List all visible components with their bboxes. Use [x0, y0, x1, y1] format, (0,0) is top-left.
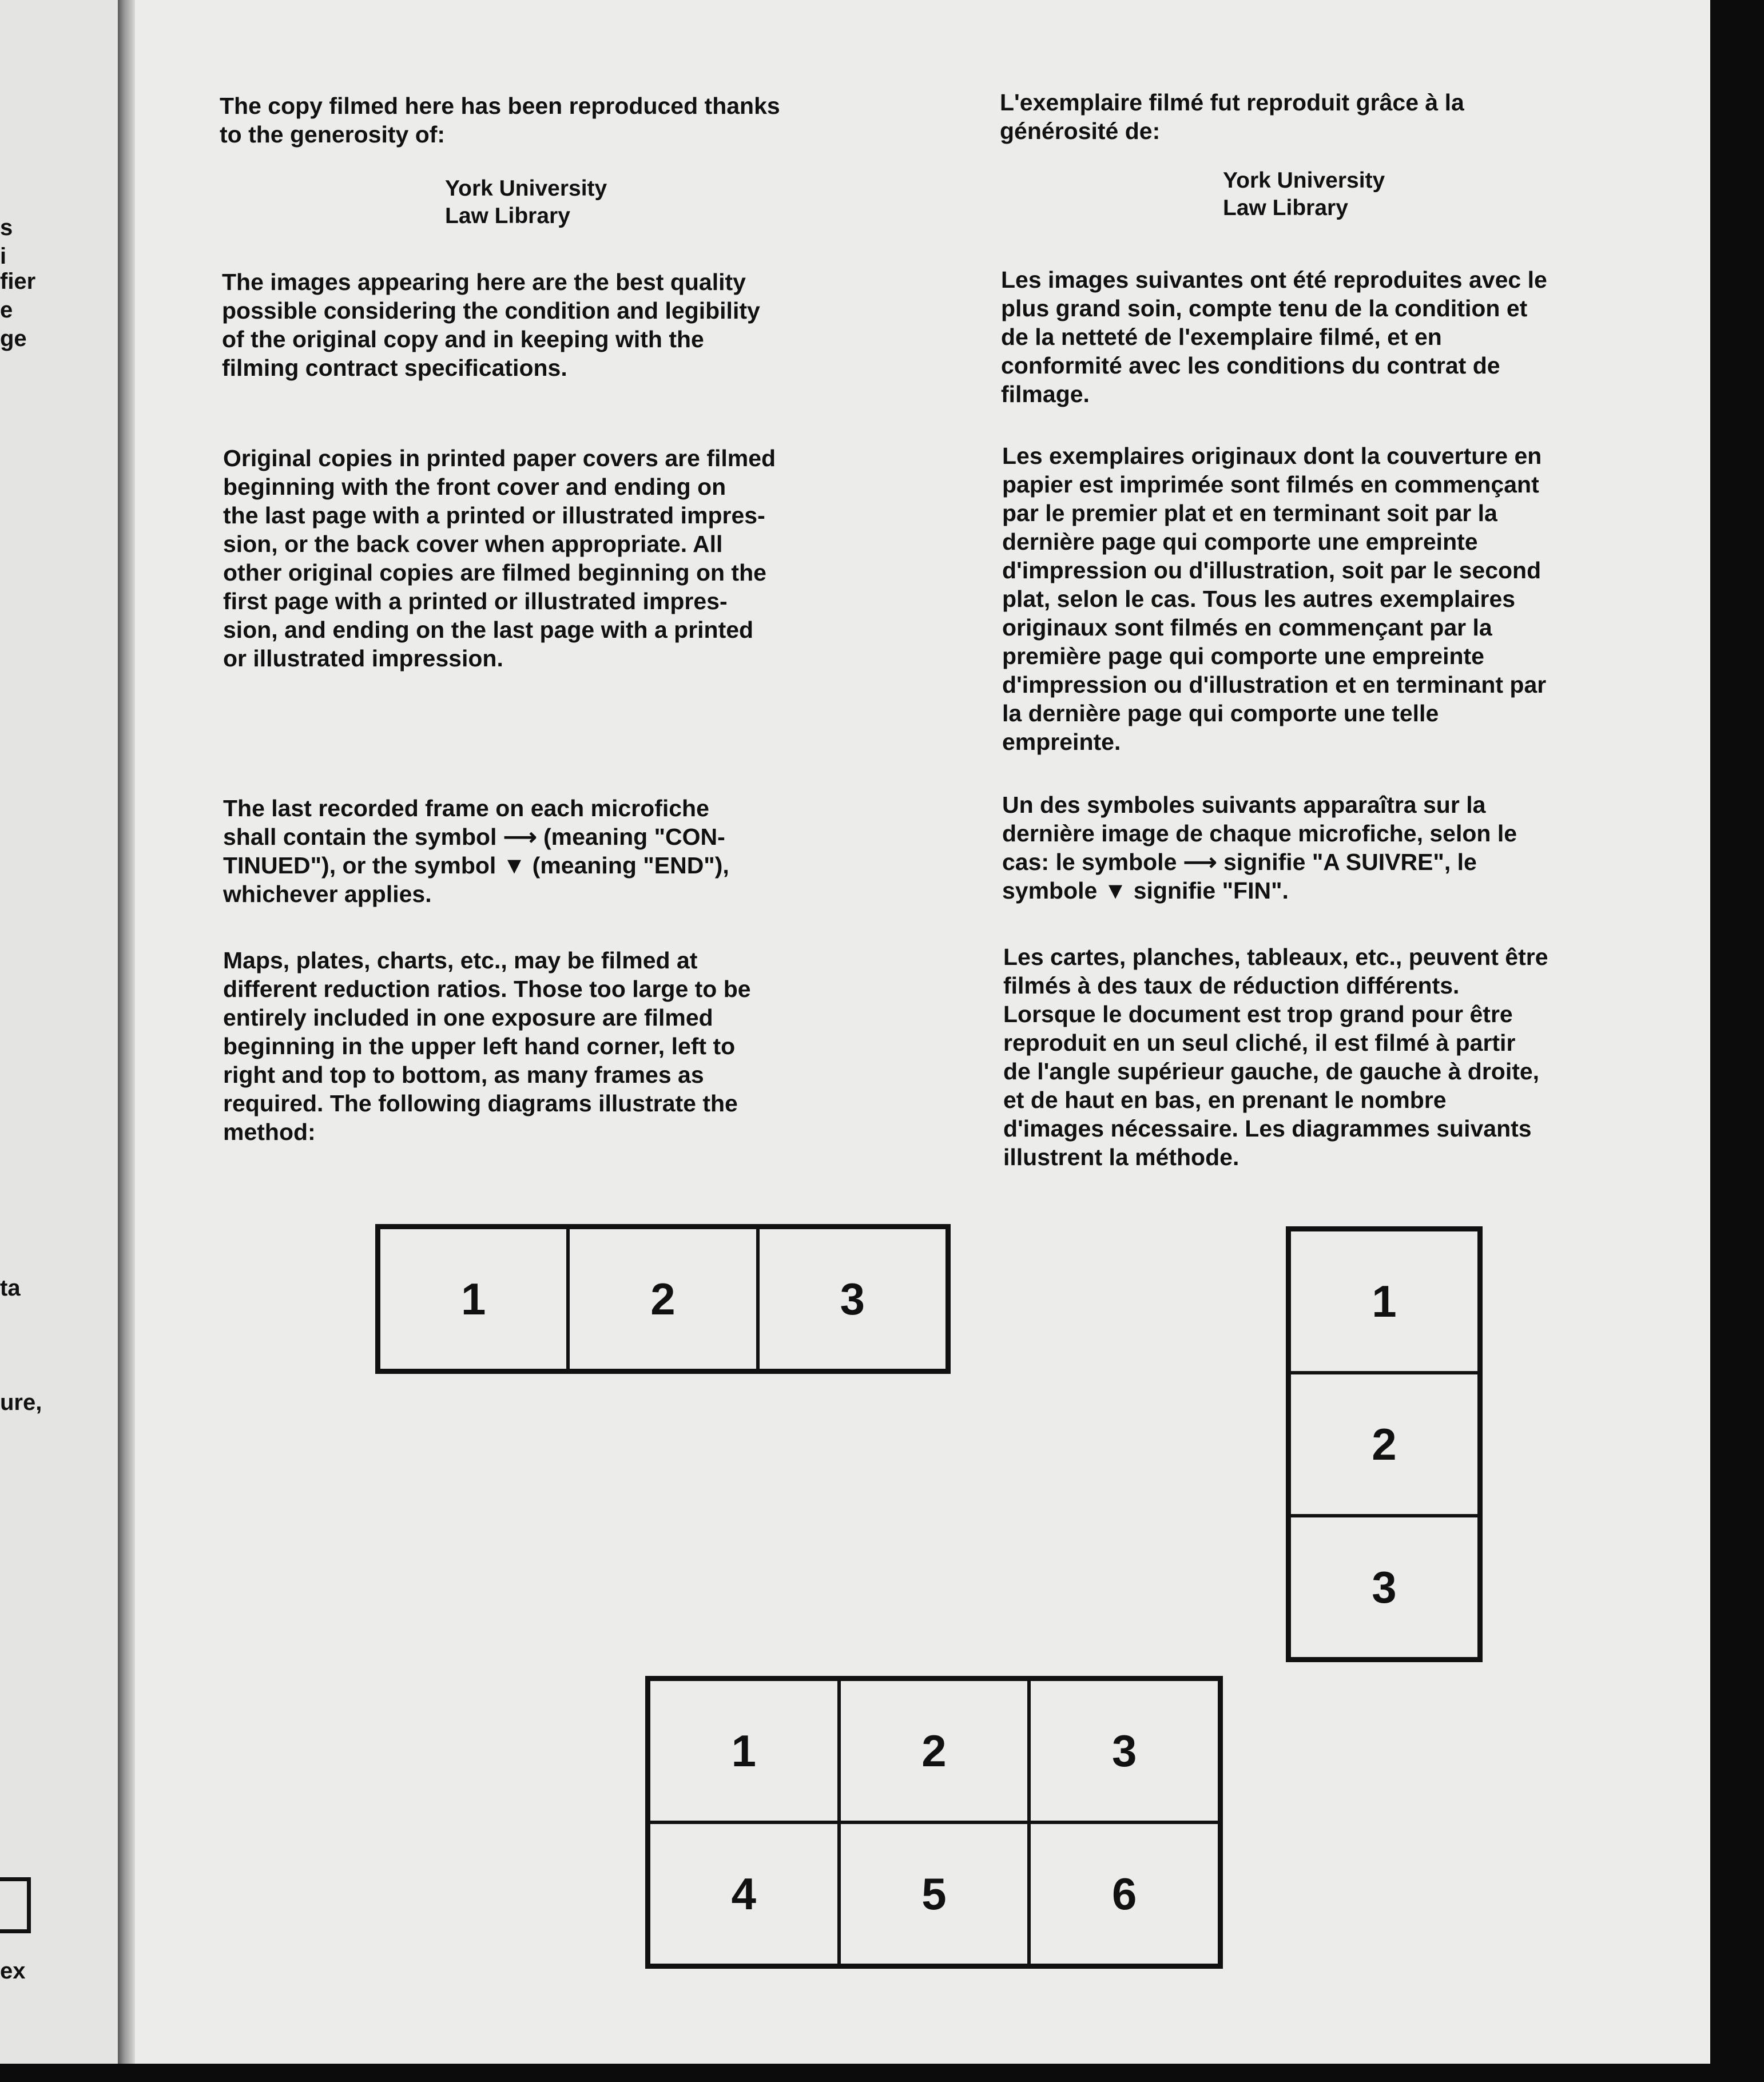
french-originals-paragraph: Les exemplaires originaux dont la couverture en papier est imprimée sont filmés en commençant par le premier plat et en terminant soit par la dernière page qui comporte une empreinte d'impression ou d'illustration, soit par le second plat, selon le cas. Tous les autres exemplaires originaux sont filmés en commençant par la première page qui comporte une empreinte d'impression ou d'illustration et en terminant par la dernière page qui comporte une telle empreinte.	[1002, 443, 1547, 755]
frame-cell: 1	[649, 1679, 839, 1822]
diagram-vertical	[1286, 1226, 1483, 1662]
french-symbols-paragraph: Un des symboles suivants apparaîtra sur la dernière image de chaque microfiche, selon le cas: le symbole ⟶ signifie "A SUIVRE", le symbole ▼ signifie "FIN".	[1002, 792, 1517, 904]
edge-fragment: e	[0, 297, 13, 323]
english-quality-paragraph: The images appearing here are the best quality possible considering the condition and legibility of the original copy and in keeping with the filming contract specifications.	[222, 269, 760, 381]
edge-fragment: ure,	[0, 1390, 42, 1415]
english-intro: The copy filmed here has been reproduced thanks to the generosity of:	[220, 93, 780, 148]
english-maps-paragraph: Maps, plates, charts, etc., may be filmed at different reduction ratios. Those too large to be entirely included in one exposure are filmed beginning in the upper left hand corner, left to right and top to bottom, as many frames as required. The following diagrams illustrate the method:	[223, 947, 751, 1145]
frame-cell: 5	[839, 1822, 1030, 1965]
english-originals-paragraph: Original copies in printed paper covers are filmed beginning with the front cover and ending on the last page with a printed or illustrated impres- sion, or the back cover when appropriate. All other original copies are filmed beginning on the first page with a printed or illustrated impres- sion, and ending on the last page with a printed or illustrated impression.	[223, 445, 776, 672]
previous-page-edge	[0, 0, 122, 2064]
edge-fragment: ta	[0, 1276, 21, 1301]
french-quality-paragraph: Les images suivantes ont été reproduites avec le plus grand soin, compte tenu de la condition et de la netteté de l'exemplaire filmé, et en conformité avec les conditions du contrat de filmage.	[1001, 267, 1547, 407]
frame-cell: 3	[1029, 1679, 1219, 1822]
edge-fragment: fier	[0, 269, 36, 294]
frame-cell: 2	[1289, 1373, 1479, 1516]
frame-cell: 2	[568, 1227, 757, 1370]
frame-cell: 1	[1289, 1230, 1479, 1373]
english-symbols-paragraph: The last recorded frame on each microfiche shall contain the symbol ⟶ (meaning "CON- TINUED"), or the symbol ▼ (meaning "END"), whichever applies.	[223, 795, 729, 907]
frame-cell: 1	[379, 1227, 568, 1370]
film-border-bottom	[0, 2064, 1764, 2082]
edge-fragment: i	[0, 244, 7, 269]
frame-cell: 6	[1029, 1822, 1219, 1965]
french-maps-paragraph: Les cartes, planches, tableaux, etc., peuvent être filmés à des taux de réduction différents. Lorsque le document est trop grand pour être reproduit en un seul cliché, il est filmé à partir de l'angle supérieur gauche, de gauche à droite, et de haut en bas, en prenant le nombre d'images nécessaire. Les diagrammes suivants illustrent la méthode.	[1003, 944, 1548, 1170]
french-library: York University Law Library	[1223, 168, 1385, 220]
diagram-grid	[645, 1676, 1223, 1969]
english-library: York University Law Library	[445, 176, 607, 228]
edge-fragment: s	[0, 215, 13, 240]
frame-cell: 4	[649, 1822, 839, 1965]
frame-cell: 3	[758, 1227, 947, 1370]
edge-fragment: ge	[0, 326, 27, 351]
binding-gutter	[118, 0, 135, 2064]
frame-cell: 2	[839, 1679, 1030, 1822]
film-border-right	[1710, 0, 1764, 2082]
edge-box	[0, 1877, 31, 1933]
edge-fragment: ex	[0, 1958, 26, 1984]
diagram-horizontal	[375, 1224, 951, 1374]
french-intro: L'exemplaire filmé fut reproduit grâce à la générosité de:	[1000, 89, 1464, 144]
frame-cell: 3	[1289, 1516, 1479, 1659]
